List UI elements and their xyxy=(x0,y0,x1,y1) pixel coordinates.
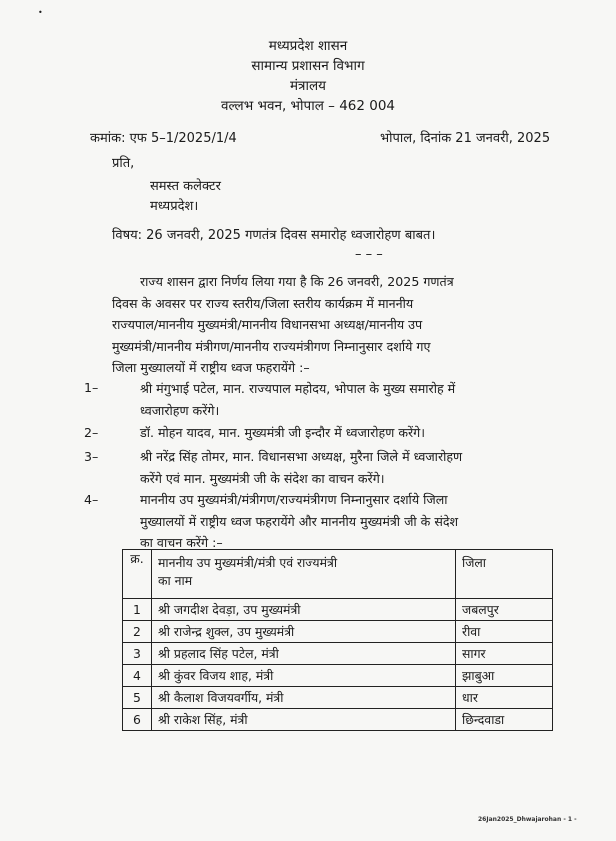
item-line: मुख्यालयों में राष्ट्रीय ध्वज फहरायेंगे और माननीय मुख्यमंत्री जी के संदेश xyxy=(140,513,459,529)
item-2-text xyxy=(140,422,425,444)
cell-name: श्री जगदीश देवड़ा, उप मुख्यमंत्री xyxy=(152,599,456,621)
header-name-line: माननीय उप मुख्यमंत्री/मंत्री एवं राज्यमंत्री xyxy=(158,555,338,570)
header-ministry: मंत्रालय xyxy=(289,78,326,94)
cell-district: छिन्दवाडा xyxy=(456,709,553,731)
cell-name: श्री राजेन्द्र शुक्ल, उप मुख्यमंत्री xyxy=(152,621,456,643)
page-footer: 26Jan2025_Dhwajarohan - 1 - xyxy=(478,816,577,823)
cell-district: झाबुआ xyxy=(456,665,553,687)
body-line: जिला मुख्यालयों में राष्ट्रीय ध्वज फहरायेंगे :– xyxy=(112,360,310,375)
subject-line: विषय: 26 जनवरी, 2025 गणतंत्र दिवस समारोह ध्वजारोहण बाबत। xyxy=(112,228,436,243)
cell-district: जबलपुर xyxy=(456,599,553,621)
header-serial: क्र. xyxy=(123,550,152,599)
cell-name: श्री कैलाश विजयवर्गीय, मंत्री xyxy=(152,687,456,709)
table-row xyxy=(123,599,553,621)
item-line: डॉ. मोहन यादव, मान. मुख्यमंत्री जी इन्दौर में ध्वजारोहण करेंगे। xyxy=(140,425,426,440)
recipient-prati: प्रति, xyxy=(112,156,135,171)
cell-serial: 3 xyxy=(123,643,152,665)
item-line: ध्वजारोहण करेंगे। xyxy=(140,402,220,418)
header-minister-name xyxy=(152,550,456,599)
cell-serial: 2 xyxy=(123,621,152,643)
item-3-number: 3– xyxy=(84,449,99,464)
body-line: राज्यपाल/माननीय मुख्यमंत्री/माननीय विधानसभा अध्यक्ष/माननीय उप xyxy=(112,317,423,332)
item-3-text xyxy=(140,446,462,489)
recipient-collectors: समस्त कलेक्टर xyxy=(150,179,221,194)
cell-serial: 1 xyxy=(123,599,152,621)
item-line: श्री मंगुभाई पटेल, मान. राज्यपाल महोदय, भोपाल के मुख्य समारोह में xyxy=(140,381,456,396)
ministers-table xyxy=(122,549,553,731)
cell-serial: 5 xyxy=(123,687,152,709)
cell-district: रीवा xyxy=(456,621,553,643)
top-left-mark: • xyxy=(38,8,43,17)
item-1-text xyxy=(140,378,455,421)
cell-district: धार xyxy=(456,687,553,709)
item-line: करेंगे एवं मान. मुख्यमंत्री जी के संदेश का वाचन करेंगे। xyxy=(140,470,385,486)
separator-dashes: – – – xyxy=(355,247,383,262)
item-1-number: 1– xyxy=(84,380,99,395)
item-line: का वाचन करेंगे :– xyxy=(140,535,223,550)
table-row xyxy=(123,665,553,687)
table-row xyxy=(123,621,553,643)
recipient-state: मध्यप्रदेश। xyxy=(150,199,199,214)
item-4-text xyxy=(140,489,458,554)
body-paragraph xyxy=(112,271,454,379)
body-line: राज्य शासन द्वारा निर्णय लिया गया है कि 26 जनवरी, 2025 गणतंत्र xyxy=(140,274,454,289)
item-2-number: 2– xyxy=(84,425,99,440)
table-row xyxy=(123,687,553,709)
cell-serial: 6 xyxy=(123,709,152,731)
table-row xyxy=(123,709,553,731)
item-line: श्री नरेंद्र सिंह तोमर, मान. विधानसभा अध्यक्ष, मुरैना जिले में ध्वजारोहण xyxy=(140,449,463,464)
cell-name: श्री राकेश सिंह, मंत्री xyxy=(152,709,456,731)
header-name-line: का नाम xyxy=(158,573,193,588)
cell-serial: 4 xyxy=(123,665,152,687)
body-line: मुख्यमंत्री/माननीय मंत्रीगण/माननीय राज्यमंत्रीगण निम्नानुसार दर्शाये गए xyxy=(112,338,431,354)
reference-number: कमांक: एफ 5–1/2025/1/4 xyxy=(90,131,237,146)
header-government: मध्यप्रदेश शासन xyxy=(268,38,348,54)
header-department: सामान्य प्रशासन विभाग xyxy=(251,58,365,74)
letter-date: भोपाल, दिनांक 21 जनवरी, 2025 xyxy=(380,131,551,146)
item-line: माननीय उप मुख्यमंत्री/मंत्रीगण/राज्यमंत्रीगण निम्नानुसार दर्शाये जिला xyxy=(140,492,448,507)
cell-district: सागर xyxy=(456,643,553,665)
table-header-row xyxy=(123,550,553,599)
header-address: वल्लभ भवन, भोपाल – 462 004 xyxy=(220,98,396,114)
header-district: जिला xyxy=(456,550,553,599)
item-4-number: 4– xyxy=(84,492,99,507)
body-line: दिवस के अवसर पर राज्य स्तरीय/जिला स्तरीय कार्यक्रम में माननीय xyxy=(112,295,414,311)
cell-name: श्री कुंवर विजय शाह, मंत्री xyxy=(152,665,456,687)
cell-name: श्री प्रहलाद सिंह पटेल, मंत्री xyxy=(152,643,456,665)
table-row xyxy=(123,643,553,665)
